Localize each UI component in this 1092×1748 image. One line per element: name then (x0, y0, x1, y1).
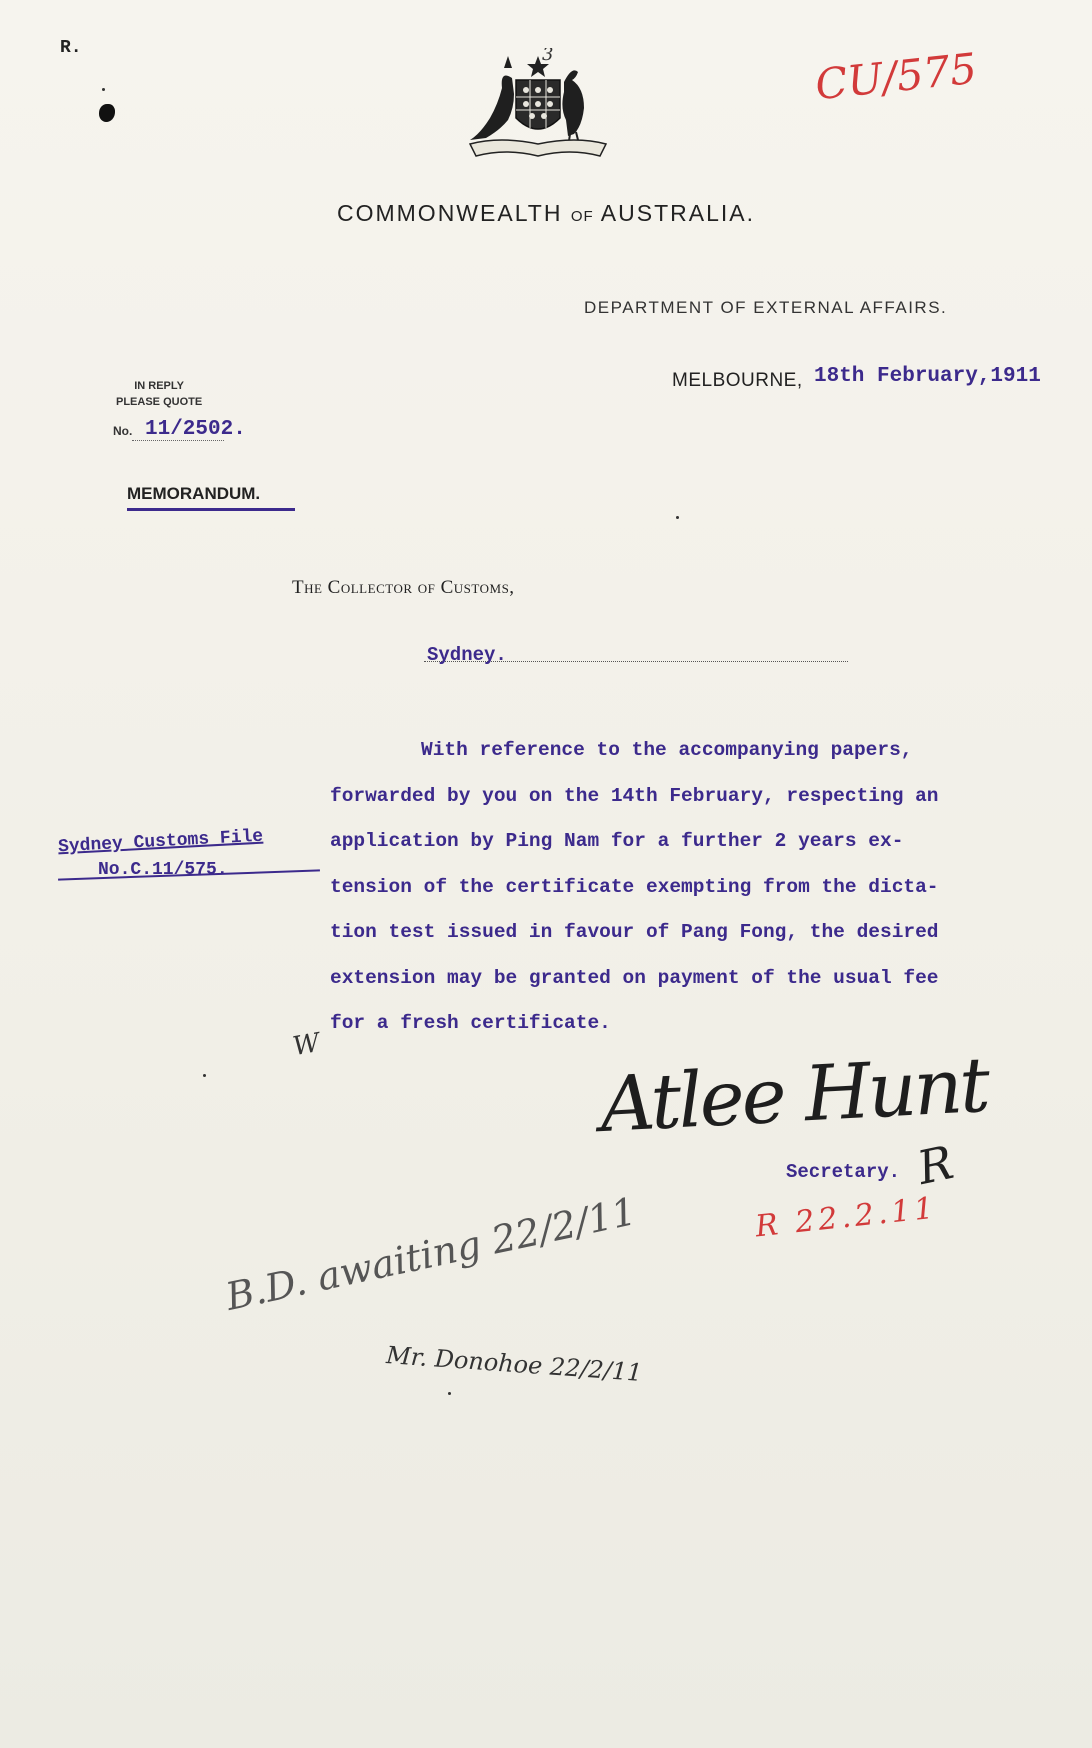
reply-instructions (116, 378, 202, 410)
memo-body (330, 728, 1050, 1047)
handwritten-file-reference: CU/575 (812, 43, 979, 110)
addressee-title (292, 577, 515, 599)
ink-blot (99, 104, 115, 122)
handwritten-annotation-1: B.D. awaiting 22/2/11 (221, 1189, 641, 1319)
body-line: With reference to the accompanying papers, (421, 739, 913, 761)
letterhead-title-part1: COMMONWEALTH (336, 200, 563, 226)
letter-date: 18th February,1911 (814, 365, 1041, 388)
letterhead-title (0, 200, 1092, 227)
commonwealth-crest-emblem (460, 48, 616, 160)
margin-note-line2: No.C.11/575. (98, 860, 228, 880)
reply-line1: IN REPLY (134, 380, 184, 392)
body-line: tion test issued in favour of Pang Fong, the desired (330, 921, 939, 943)
addressee-city: Sydney. (427, 644, 507, 666)
corner-mark: R. (60, 38, 82, 58)
ink-dot (203, 1074, 206, 1077)
handwritten-received-date: R 22.2.11 (753, 1190, 939, 1245)
small-handwritten-initials: W (290, 1027, 323, 1063)
department-name: DEPARTMENT OF EXTERNAL AFFAIRS. (584, 298, 948, 317)
reply-line2: PLEASE QUOTE (116, 396, 203, 408)
ink-dot (676, 516, 679, 519)
place-label: MELBOURNE, (672, 370, 803, 391)
body-line: extension may be granted on payment of the usual fee (330, 966, 939, 989)
handwritten-signature: Atlee Hunt (597, 1039, 990, 1150)
handwritten-initial-mark: R (912, 1134, 958, 1196)
ink-dot (448, 1392, 451, 1395)
body-line: tension of the certificate exempting from the dicta- (330, 875, 939, 898)
letterhead-title-part3: AUSTRALIA. (600, 200, 756, 226)
body-line: forwarded by you on the 14th February, respecting an (330, 784, 939, 807)
reply-number-value: 11/2502. (145, 418, 246, 441)
ink-dot (102, 88, 105, 91)
signatory-title: Secretary. (786, 1161, 901, 1183)
addressee-title-text: The Collector of Customs, (292, 577, 515, 598)
memorandum-underline (127, 508, 295, 511)
body-line: for a fresh certificate. (330, 1012, 611, 1034)
svg-text:3: 3 (542, 48, 554, 65)
handwritten-annotation-2: Mr. Donohoe 22/2/11 (385, 1341, 644, 1387)
body-line: application by Ping Nam for a further 2 years ex- (330, 830, 904, 852)
memorandum-label: MEMORANDUM. (127, 484, 261, 503)
margin-note-line1: Sydney Customs File (57, 826, 264, 858)
reply-number-label: No. (113, 424, 133, 438)
letterhead-title-part2: OF (570, 208, 594, 225)
